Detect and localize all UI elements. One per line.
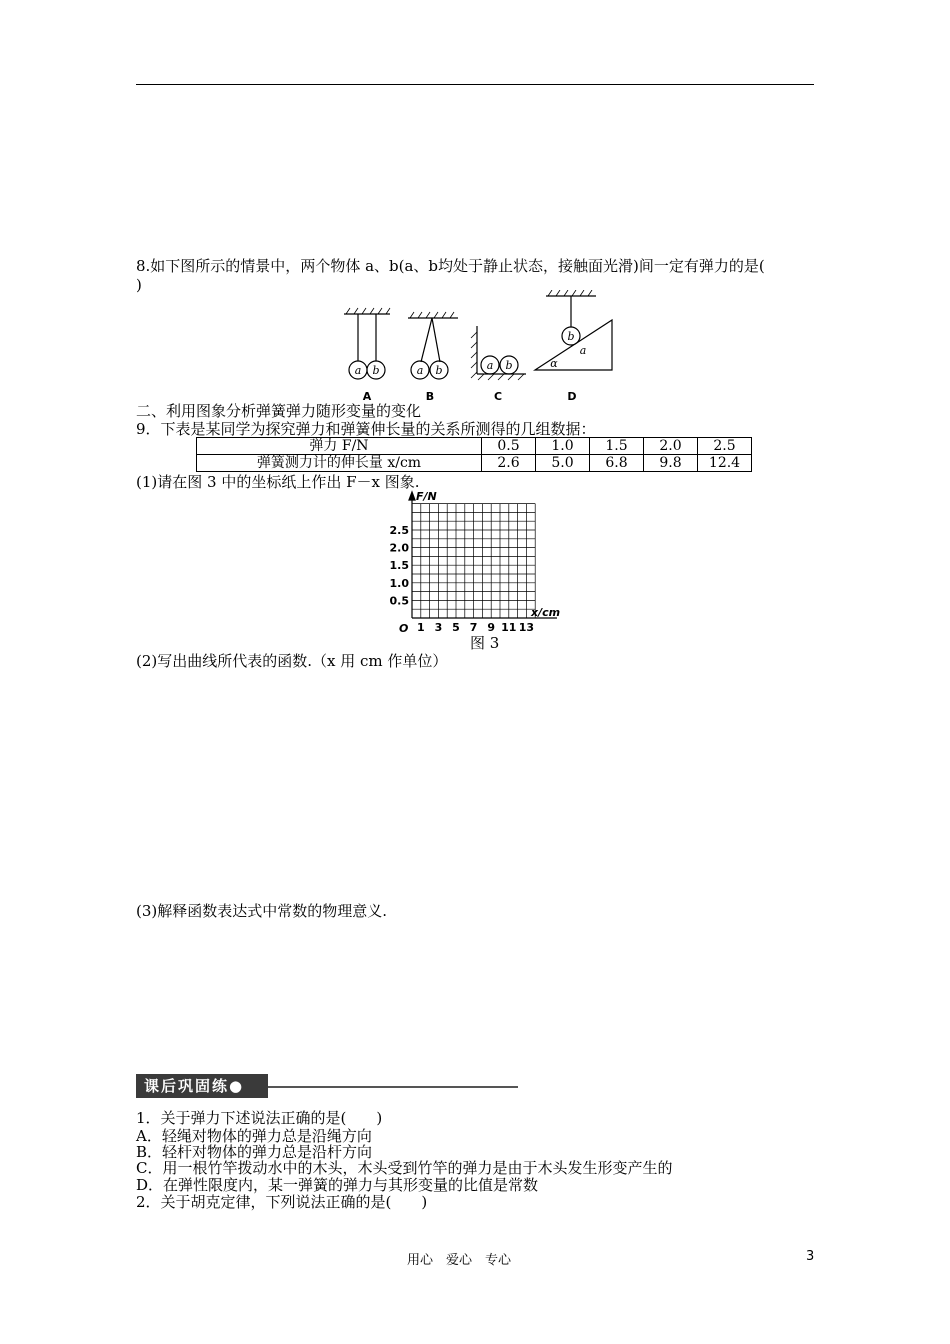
table-cell: 9.8: [644, 455, 698, 472]
block-a-label: a: [579, 344, 587, 357]
footer-motto: 用心 爱心 专心: [407, 1253, 512, 1268]
ball-b-label: b: [435, 364, 443, 377]
x-tick-label: 13: [518, 621, 535, 634]
q8-figure: [330, 290, 620, 406]
hw-q2: 2．关于胡克定律，下列说法正确的是( ): [136, 1193, 428, 1211]
homework-badge-rule: [268, 1086, 518, 1088]
graph-caption: 图 3: [470, 634, 500, 652]
x-tick-label: 11: [501, 621, 517, 634]
q8-stem-cont: ): [136, 276, 142, 294]
y-tick-label: 1.5: [389, 559, 409, 573]
y-tick-label: 0.5: [389, 594, 409, 608]
x-tick-label: 5: [452, 621, 460, 634]
q9-part3: (3)解释函数表达式中常数的物理意义.: [136, 902, 388, 920]
hw-q1-option-d: D．在弹性限度内，某一弹簧的弹力与其形变量的比值是常数: [136, 1176, 539, 1194]
y-tick-label: 2.0: [389, 541, 409, 555]
y-tick-label: 2.5: [389, 524, 409, 537]
figure-label-d: D: [567, 390, 577, 403]
figure-label-b: B: [425, 390, 435, 403]
hw-q1-option-c: C．用一根竹竿拨动水中的木头，木头受到竹竿的弹力是由于木头发生形变产生的: [136, 1159, 673, 1177]
graph-paper-figure: [385, 486, 565, 636]
y-axis-label: F/N: [416, 490, 437, 503]
x-tick-label: 3: [434, 621, 443, 634]
x-tick-label: 7: [469, 621, 478, 634]
hw-q1-option-a: A．轻绳对物体的弹力总是沿绳方向: [136, 1127, 372, 1145]
q9-part1: (1)请在图 3 中的坐标纸上作出 F－x 图象.: [136, 473, 420, 491]
angle-label: α: [550, 357, 558, 370]
ball-b-label: b: [567, 330, 575, 343]
table-header: 弹簧测力计的伸长量 x/cm: [197, 455, 482, 472]
ball-a-label: a: [354, 364, 362, 377]
table-cell: 2.5: [698, 438, 752, 455]
section2-title: 二、利用图象分析弹簧弹力随形变量的变化: [136, 402, 422, 420]
table-cell: 2.6: [482, 455, 536, 472]
hw-q1-option-b: B．轻杆对物体的弹力总是沿杆方向: [136, 1143, 373, 1161]
table-header: 弹力 F/N: [197, 438, 482, 455]
hw-q1: 1．关于弹力下述说法正确的是( ): [136, 1109, 383, 1127]
q9-data-table: [196, 437, 752, 472]
y-axis-arrow: [409, 492, 415, 500]
table-cell: 5.0: [536, 455, 590, 472]
table-cell: 1.5: [590, 438, 644, 455]
q9-intro: 9．下表是某同学为探究弹力和弹簧伸长量的关系所测得的几组数据：: [136, 420, 596, 438]
q9-part2: (2)写出曲线所代表的函数.（x 用 cm 作单位）: [136, 652, 448, 670]
ball-a-label: a: [486, 359, 494, 372]
y-tick-label: 1.0: [389, 576, 409, 590]
x-tick-label: 9: [487, 621, 496, 634]
table-row: [197, 438, 752, 455]
table-cell: 2.0: [644, 438, 698, 455]
ball-b-label: b: [372, 364, 380, 377]
q8-stem: 8.如下图所示的情景中，两个物体 a、b(a、b均处于静止状态，接触面光滑)间一定有弹力的是(: [136, 257, 765, 275]
figure-label-a: A: [362, 390, 372, 403]
ball-a-label: a: [416, 364, 424, 377]
table-row: [197, 455, 752, 472]
origin-label: O: [399, 622, 409, 635]
ball-b-label: b: [505, 359, 513, 372]
x-axis-label: x/cm: [531, 606, 561, 619]
table-cell: 6.8: [590, 455, 644, 472]
page-number: 3: [806, 1249, 815, 1264]
table-cell: 0.5: [482, 438, 536, 455]
header-rule: [136, 84, 814, 85]
table-cell: 12.4: [698, 455, 752, 472]
figure-label-c: C: [493, 390, 503, 403]
x-tick-label: 1: [416, 621, 425, 634]
table-cell: 1.0: [536, 438, 590, 455]
homework-badge: 课后巩固练●: [136, 1074, 268, 1098]
